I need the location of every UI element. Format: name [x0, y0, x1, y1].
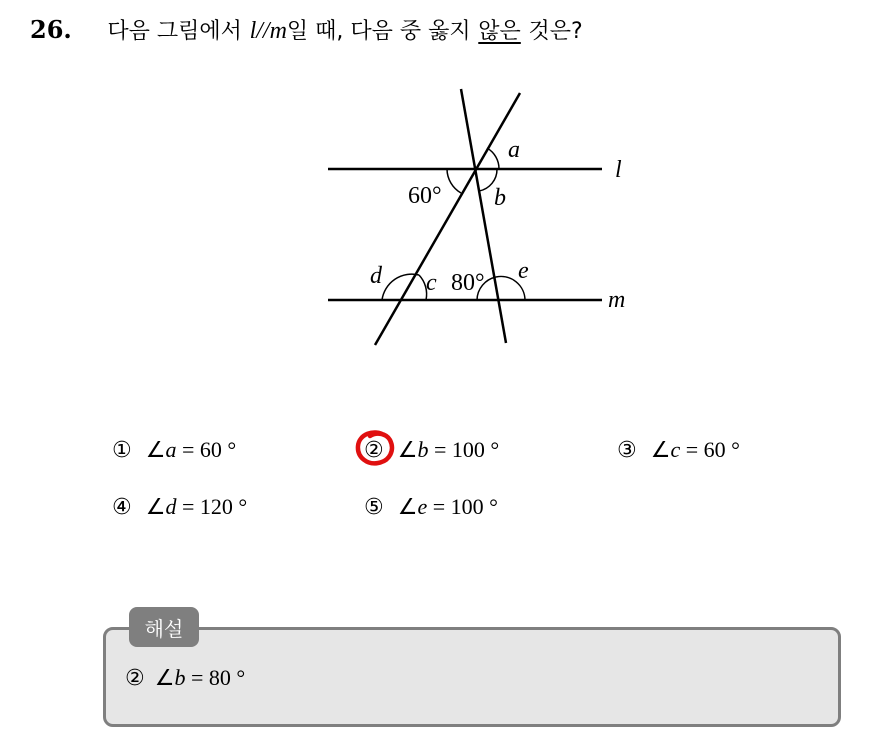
- arc-60: [447, 169, 461, 193]
- question-number: 26.: [30, 15, 72, 44]
- choice-number: ⑤: [364, 495, 384, 520]
- choice-number: ③: [617, 438, 637, 463]
- choice-2[interactable]: ② ∠b = 100 °: [364, 437, 500, 463]
- label-m: m: [608, 287, 626, 313]
- parallel-lines-figure: [320, 85, 650, 355]
- choice-4[interactable]: ④ ∠d = 120 °: [112, 494, 248, 520]
- question-line: [30, 14, 583, 45]
- solution-tab: 해설: [129, 607, 199, 647]
- solution-text: ② ∠b = 80 °: [125, 665, 246, 691]
- question-text-before: 다음 그림에서: [107, 19, 242, 44]
- arc-a: [487, 148, 499, 169]
- choice-5[interactable]: ⑤ ∠e = 100 °: [364, 494, 498, 520]
- label-c: c: [426, 270, 437, 296]
- label-l: l: [615, 157, 622, 183]
- choice-1[interactable]: ① ∠a = 60 °: [112, 437, 237, 463]
- label-60: 60°: [408, 183, 442, 209]
- question-text-middle: 일 때, 다음 중 옳지: [286, 19, 471, 44]
- transversal-1: [375, 93, 520, 345]
- label-80: 80°: [451, 270, 485, 296]
- label-e: e: [518, 258, 529, 284]
- label-b: b: [494, 185, 506, 211]
- label-a: a: [508, 137, 520, 163]
- solution-number: ②: [125, 666, 145, 691]
- question-math: l//m: [249, 18, 287, 44]
- choice-3[interactable]: ③ ∠c = 60 °: [617, 437, 740, 463]
- label-d: d: [370, 263, 382, 289]
- question-text-after: 것은?: [528, 19, 583, 44]
- question-emphasis: 않은: [478, 19, 521, 44]
- choice-number: ②: [364, 438, 384, 463]
- choice-number: ④: [112, 495, 132, 520]
- choice-number: ①: [112, 438, 132, 463]
